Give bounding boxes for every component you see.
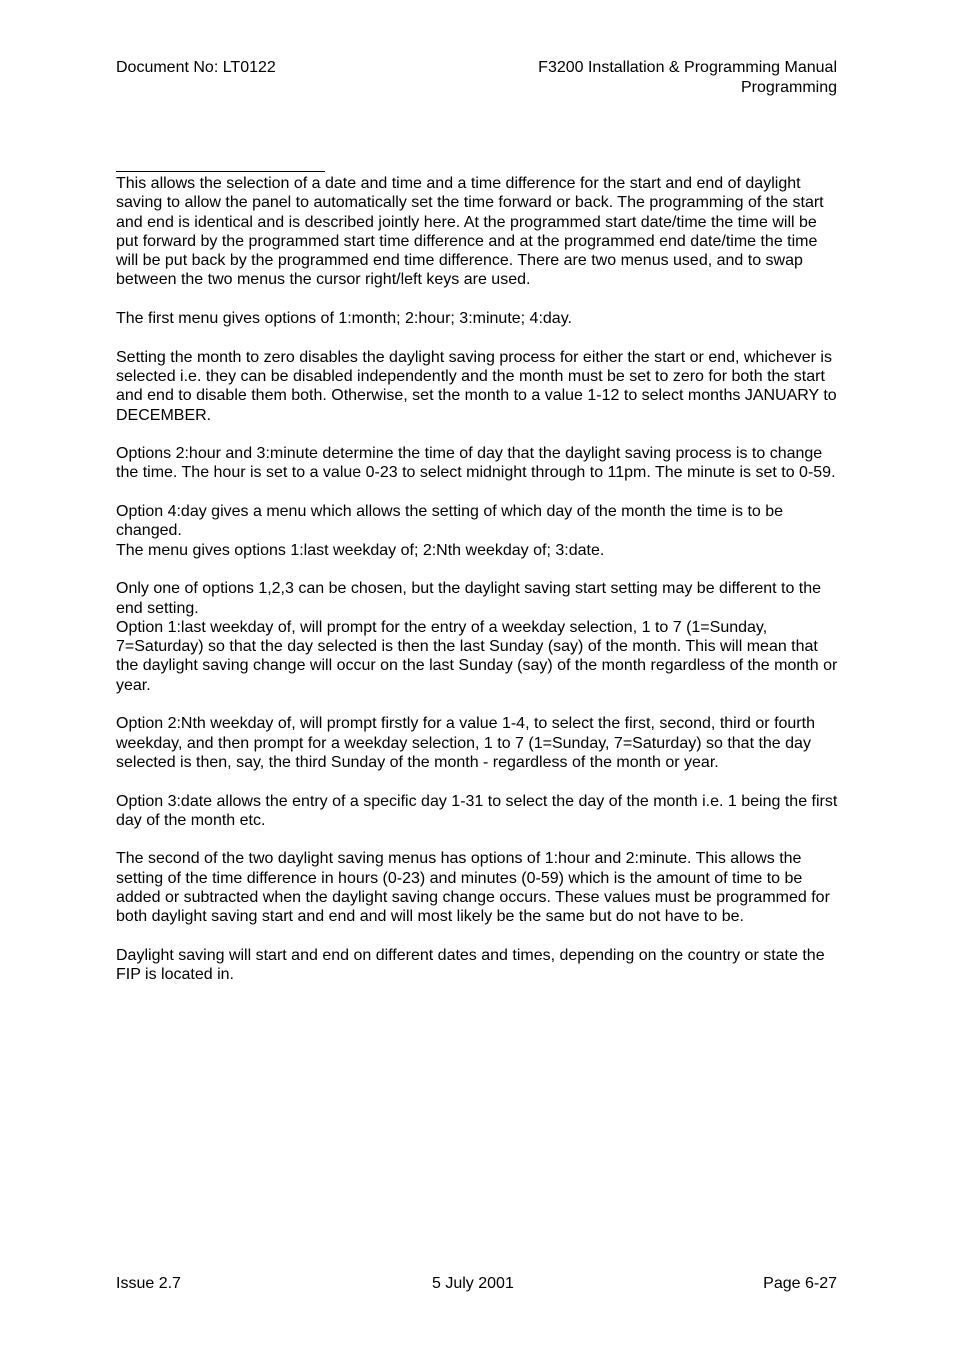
body-text bbox=[116, 174, 840, 1004]
paragraph-day-menu: Option 4:day gives a menu which allows the setting of which day of the month the time is to be changed. bbox=[116, 503, 784, 540]
section-heading-rule bbox=[116, 171, 325, 172]
document-number: Document No: LT0122 bbox=[116, 59, 276, 76]
paragraph-first-menu: The first menu gives options of 1:month; 2:hour; 3:minute; 4:day. bbox=[116, 310, 572, 328]
paragraph-day-options: The menu gives options 1:last weekday of; 2:Nth weekday of; 3:date. bbox=[116, 541, 605, 559]
paragraph-intro: This allows the selection of a date and time and a time difference for the start and end of daylight saving to allow the panel to automatically set the time forward or back. The programming of the start and end is identical and is described jointly here. At the programmed start date/time the time will be put forward by the programmed start time difference and at the programmed end date/time the time will be put back by the programmed end time difference. There are two menus used, and to swap between the two menus the cursor right/left keys are used. bbox=[116, 175, 824, 289]
paragraph-only-one: Only one of options 1,2,3 can be chosen, but the daylight saving start setting may be different to the end setting. bbox=[116, 580, 822, 617]
paragraph-hour-minute: Options 2:hour and 3:minute determine the time of day that the daylight saving process is to change the time. The hour is set to a value 0-23 to select midnight through to 11pm. The minute is set to 0-59. bbox=[116, 445, 836, 482]
paragraph-option-2: Option 2:Nth weekday of, will prompt firstly for a value 1-4, to select the first, second, third or fourth weekday, and then prompt for a weekday selection, 1 to 7 (1=Sunday, 7=Saturday) so that the day selected is then, say, the third Sunday of the month - regardless of the month or year. bbox=[116, 715, 815, 771]
page-number: Page 6-27 bbox=[763, 1275, 837, 1292]
paragraph-option-1: Option 1:last weekday of, will prompt for the entry of a weekday selection, 1 to 7 (1=Sunday, 7=Saturday) so that the day selected is then the last Sunday (say) of the month. This will mean that the daylight saving change will occur on the last Sunday (say) of the month regardless of the month or year. bbox=[116, 618, 838, 694]
issue-number: Issue 2.7 bbox=[116, 1275, 181, 1292]
paragraph-option-3: Option 3:date allows the entry of a specific day 1-31 to select the day of the month i.e. 1 being the first day of the month etc. bbox=[116, 792, 838, 829]
page-header-right bbox=[538, 58, 837, 98]
issue-date: 5 July 2001 bbox=[432, 1275, 514, 1292]
section-name: Programming bbox=[740, 79, 837, 96]
manual-title: F3200 Installation & Programming Manual bbox=[538, 59, 837, 76]
paragraph-closing: Daylight saving will start and end on different dates and times, depending on the country or state the FIP is located in. bbox=[116, 946, 825, 984]
paragraph-second-menu: The second of the two daylight saving menus has options of 1:hour and 2:minute. This allows the setting of the time difference in hours (0-23) and minutes (0-59) which is the amount of time to be added or subtracted when the daylight saving change occurs. These values must be programmed for both daylight saving start and end and will most likely be the same but do not have to be. bbox=[116, 850, 830, 926]
paragraph-month: Setting the month to zero disables the daylight saving process for either the start or end, whichever is selected i.e. they can be disabled independently and the month must be set to zero for both the start and end to disable them both. Otherwise, set the month to a value 1-12 to select months JANUARY to DECEMBER. bbox=[116, 348, 837, 424]
